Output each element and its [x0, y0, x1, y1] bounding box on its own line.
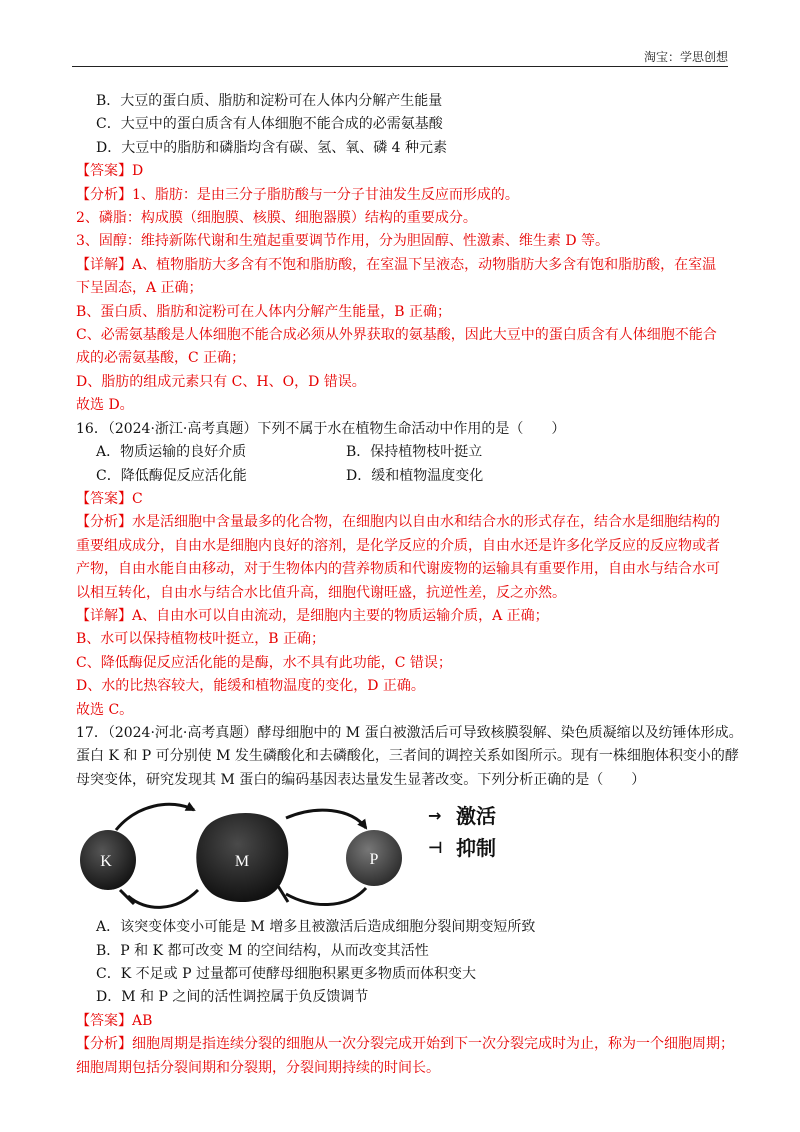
q16-detail-line: B、水可以保持植物枝叶挺立，B 正确；: [76, 631, 326, 648]
q16-stem: 16．（2024·浙江·高考真题）下列不属于水在植物生命活动中作用的是（ ）: [76, 420, 566, 437]
q16-answer: 【答案】C: [76, 490, 143, 507]
q16-option-b: B．保持植物枝叶挺立: [346, 444, 483, 461]
q16-option-d: D．缓和植物温度变化: [346, 467, 484, 484]
protein-m-label: M: [234, 853, 250, 871]
kmp-diagram: [76, 800, 416, 910]
m-to-k-inhibit-bar: [120, 890, 134, 904]
legend-activate: [428, 800, 496, 832]
q16-option-c: C．降低酶促反应活化能: [96, 467, 247, 484]
q17-option-c: C．K 不足或 P 过量都可使酵母细胞积累更多物质而体积变大: [96, 966, 476, 982]
header-divider: [72, 66, 728, 67]
q17-stem-line: 17．（2024·河北·高考真题）酵母细胞中的 M 蛋白被激活后可导致核膜裂解、染色质凝缩以及纺锤体形成。: [76, 724, 743, 741]
q17-analysis-line: 细胞周期包括分裂间期和分裂期，分裂间期持续的时间长。: [76, 1059, 440, 1076]
q16-analysis-line: 【分析】水是活细胞中含量最多的化合物，在细胞内以自由水和结合水的形式存在，结合水是细胞结构的: [76, 514, 720, 531]
inhibit-bar-icon: ⊣: [428, 838, 443, 858]
q17-option-a: A．该突变体变小可能是 M 增多且被激活后造成细胞分裂间期变短所致: [96, 919, 536, 936]
q15-option-b: B．大豆的蛋白质、脂肪和淀粉可在人体内分解产生能量: [96, 93, 443, 109]
protein-k-label: K: [100, 853, 112, 871]
q15-analysis-line: 2、磷脂：构成膜（细胞膜、核膜、细胞器膜）结构的重要成分。: [76, 210, 477, 227]
q16-analysis-line: 重要组成成分，自由水是细胞内良好的溶剂，是化学反应的介质，自由水还是许多化学反应的反应物或者: [76, 537, 720, 554]
q15-option-c: C．大豆中的蛋白质含有人体细胞不能合成的必需氨基酸: [96, 116, 443, 133]
q16-analysis-line: 产物，自由水能自由移动，对于生物体内的营养物质和代谢废物的运输具有重要作用，自由水与结合水可: [76, 561, 720, 578]
k-to-m-activate-arrow: [116, 804, 194, 830]
protein-p-label: P: [369, 851, 379, 869]
q17-stem-line: 母突变体，研究发现其 M 蛋白的编码基因表达量发生显著改变。下列分析正确的是（ ）: [76, 771, 646, 788]
legend-activate-label: 激活: [456, 804, 496, 829]
activate-arrow-icon: →: [428, 806, 442, 826]
p-to-m-inhibit-arrow: [286, 888, 366, 905]
q15-answer: 【答案】D: [76, 163, 144, 180]
figure-legend: [428, 800, 496, 864]
q16-detail-line: 【详解】A、自由水可以自由流动，是细胞内主要的物质运输介质，A 正确；: [76, 607, 549, 624]
document-body: [76, 90, 743, 1080]
q17-answer: 【答案】AB: [76, 1012, 153, 1029]
q17-option-d: D．M 和 P 之间的活性调控属于负反馈调节: [96, 989, 369, 1006]
q15-detail-line: C、必需氨基酸是人体细胞不能合成必须从外界获取的氨基酸，因此大豆中的蛋白质含有人体细胞不能合: [76, 327, 717, 344]
kmp-regulation-figure: [76, 800, 728, 910]
q15-detail-line: 故选 D。: [76, 397, 134, 414]
q15-option-d: D．大豆中的脂肪和磷脂均含有碳、氢、氧、磷 4 种元素: [96, 139, 448, 156]
q16-detail-line: C、降低酶促反应活化能的是酶，水不具有此功能，C 错误；: [76, 654, 452, 671]
m-to-k-inhibit-arrow: [128, 890, 198, 907]
q16-option-a: A．物质运输的良好介质: [96, 444, 247, 461]
q15-detail-line: 成的必需氨基酸，C 正确；: [76, 350, 246, 367]
q15-detail-line: 下呈固态，A 正确；: [76, 280, 203, 297]
q16-detail-line: D、水的比热容较大，能缓和植物温度的变化，D 正确。: [76, 678, 425, 695]
legend-inhibit-label: 抑制: [456, 836, 496, 861]
q16-detail-line: 故选 C。: [76, 701, 134, 718]
q17-analysis-line: 【分析】细胞周期是指连续分裂的细胞从一次分裂完成开始到下一次分裂完成时为止，称为一个细胞周期；: [76, 1036, 734, 1053]
q16-options: [76, 441, 728, 488]
q16-analysis-line: 以相互转化，自由水与结合水比值升高，细胞代谢旺盛，抗逆性差，反之亦然。: [76, 584, 566, 601]
header-brand: 淘宝：学思创想: [643, 50, 728, 64]
legend-inhibit: [428, 832, 496, 864]
m-to-p-activate-arrow: [286, 810, 366, 828]
q15-analysis-line: 【分析】1、脂肪：是由三分子脂肪酸与一分子甘油发生反应而形成的。: [76, 186, 519, 203]
q15-detail-line: D、脂肪的组成元素只有 C、H、O，D 错误。: [76, 373, 366, 390]
q15-detail-line: 【详解】A、植物脂肪大多含有不饱和脂肪酸，在室温下呈液态，动物脂肪大多含有饱和脂肪酸，在室温: [76, 256, 717, 273]
q17-option-b: B．P 和 K 都可改变 M 的空间结构，从而改变其活性: [96, 942, 429, 959]
q15-detail-line: B、蛋白质、脂肪和淀粉可在人体内分解产生能量，B 正确；: [76, 303, 452, 320]
q15-analysis-line: 3、固醇：维持新陈代谢和生殖起重要调节作用，分为胆固醇、性激素、维生素 D 等。: [76, 233, 610, 250]
q17-stem-line: 蛋白 K 和 P 可分别使 M 发生磷酸化和去磷酸化，三者间的调控关系如图所示。现有一株细胞体积变小的酵: [76, 748, 739, 765]
